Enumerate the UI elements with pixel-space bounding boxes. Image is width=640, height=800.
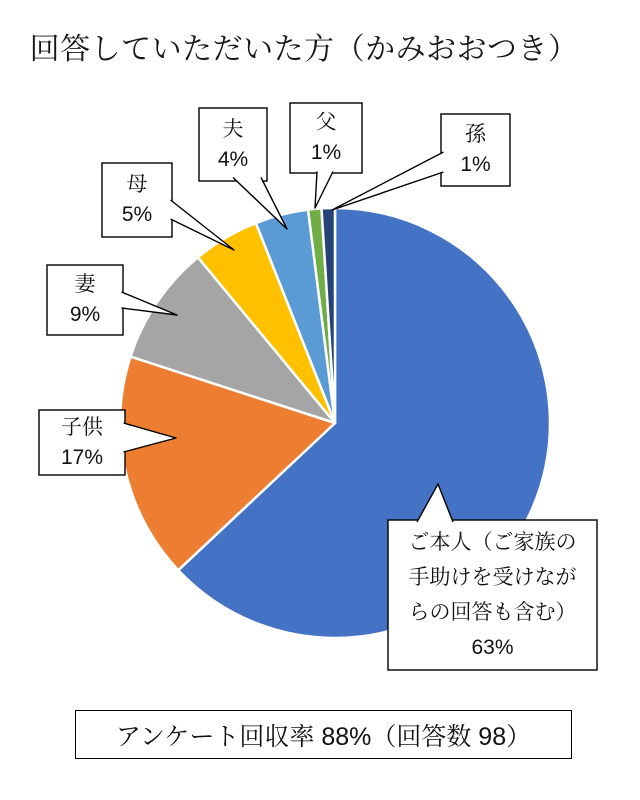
chart-title: 回答していただいた方（かみおおつき）: [29, 33, 579, 66]
callout-honnin: [388, 520, 597, 670]
callout-pointer-haha: [171, 200, 235, 250]
callout-kodomo: [39, 410, 125, 475]
callout-kodomo-label: 子供: [61, 415, 103, 439]
callout-otto-value: 4%: [217, 147, 249, 171]
callout-chichi: [290, 103, 362, 173]
callout-pointer-chichi: [315, 172, 333, 209]
callout-mago-label: 孫: [465, 123, 486, 146]
callout-honnin-line1: ご本人（ご家族の: [408, 531, 577, 554]
callout-chichi-value: 1%: [310, 141, 342, 164]
callout-mago: [441, 114, 510, 186]
callout-tsuma-label: 妻: [74, 273, 96, 296]
callout-honnin-line3: らの回答も含む）: [408, 601, 577, 624]
callout-haha: [102, 163, 172, 237]
callout-chichi-label: 父: [315, 111, 337, 134]
footer-box: [75, 710, 572, 759]
callout-haha-value: 5%: [121, 203, 153, 226]
callout-tsuma-value: 9%: [69, 303, 101, 326]
callout-kodomo-value: 17%: [60, 445, 104, 469]
footer-text: アンケート回収率 88%（回答数 98）: [115, 722, 532, 751]
callout-honnin-value: 63%: [471, 636, 514, 659]
callout-otto-label: 夫: [222, 117, 244, 141]
callout-haha-label: 母: [126, 173, 148, 196]
callout-tsuma: [47, 265, 123, 335]
callout-honnin-line2: 手助けを受けなが: [408, 566, 577, 589]
callout-otto: [199, 108, 267, 181]
callout-mago-value: 1%: [460, 153, 491, 176]
